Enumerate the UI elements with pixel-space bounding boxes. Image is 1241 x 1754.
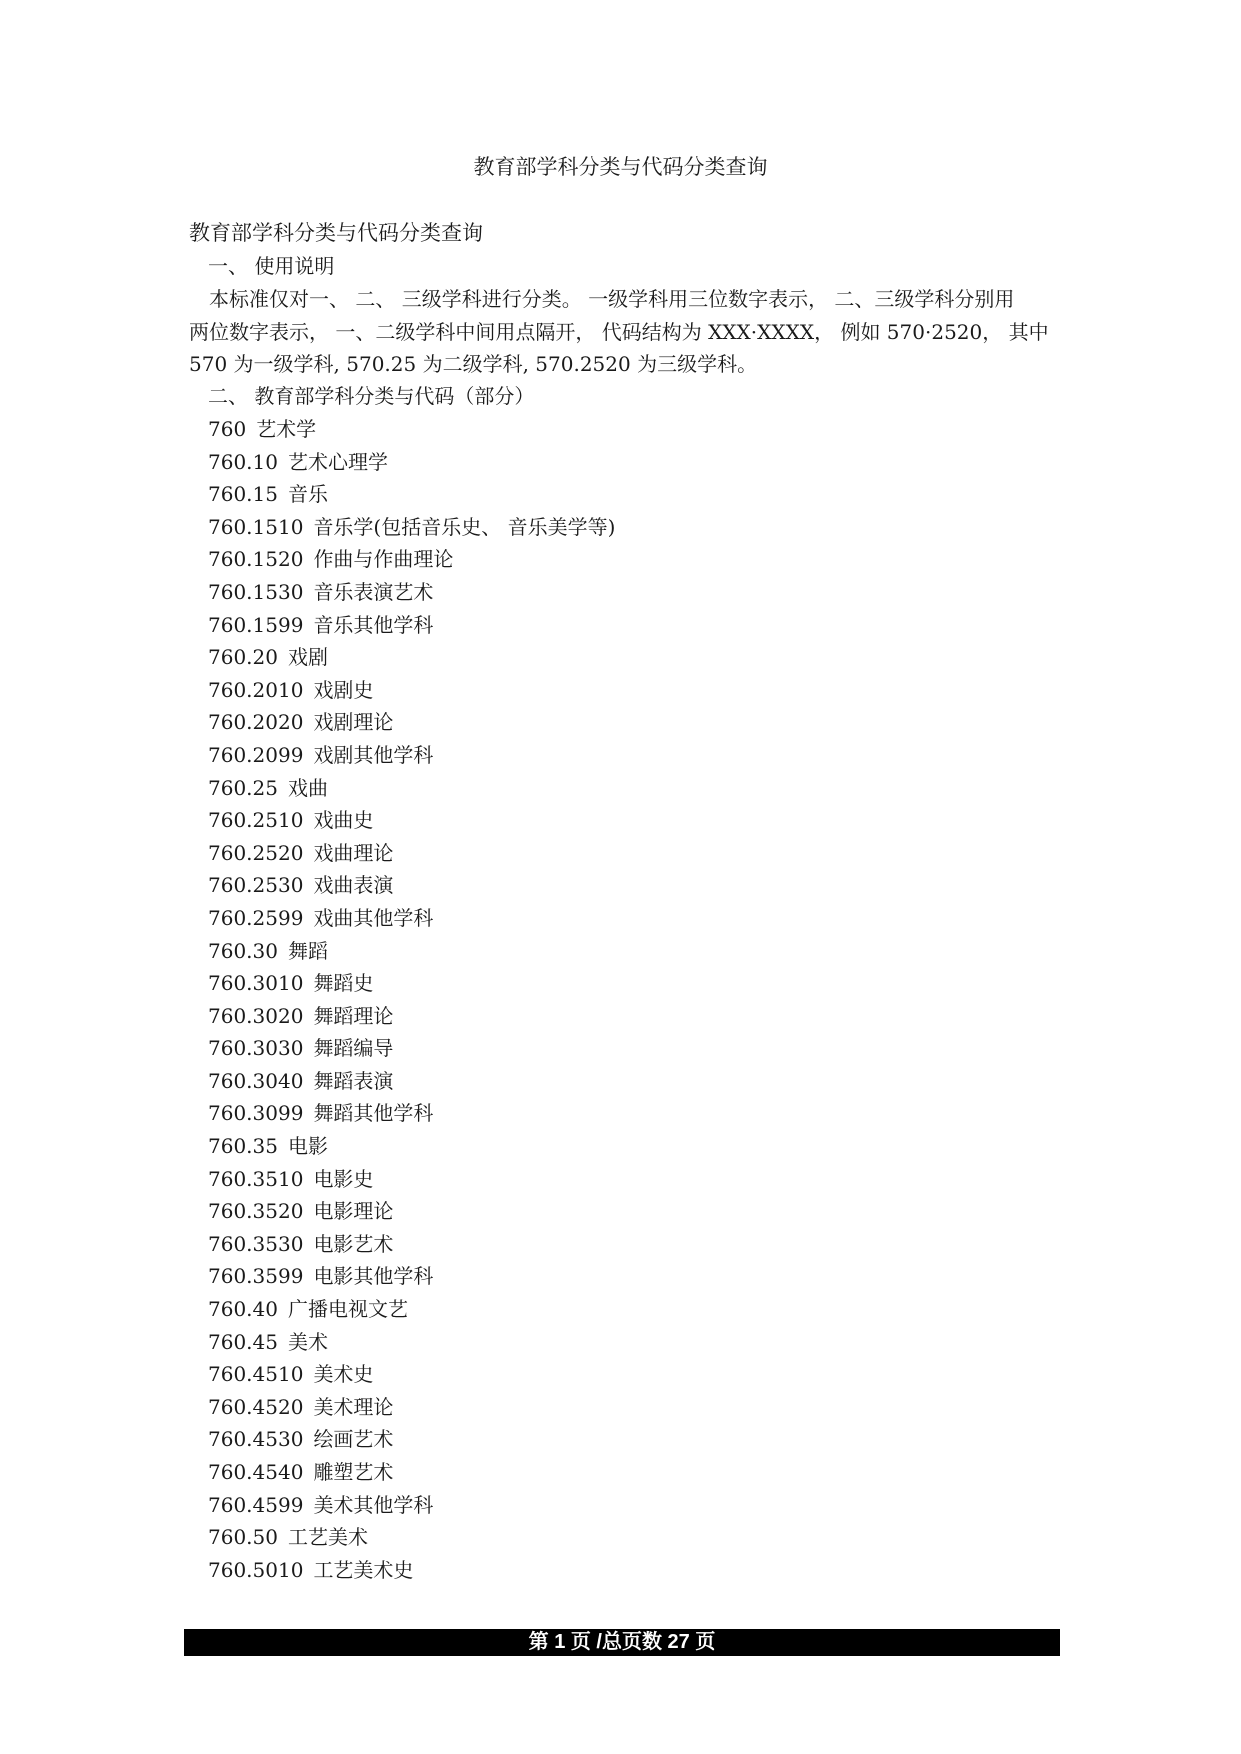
list-item — [208, 1065, 615, 1098]
subject-name: 舞蹈编导 — [313, 1036, 394, 1061]
list-item — [208, 1521, 615, 1554]
page-title: 教育部学科分类与代码分类查询 — [473, 155, 768, 179]
list-item — [208, 511, 615, 544]
list-item — [208, 641, 615, 674]
subject-code: 760.1530 — [208, 579, 304, 604]
subject-name: 电影 — [287, 1134, 328, 1159]
subject-name: 戏剧理论 — [313, 710, 394, 735]
subject-code: 760.3599 — [208, 1264, 304, 1289]
subject-code-list — [208, 413, 615, 1586]
list-item — [208, 869, 615, 902]
subject-code: 760.45 — [208, 1329, 278, 1354]
list-item — [208, 706, 615, 739]
subject-name: 戏曲 — [287, 775, 328, 800]
subject-name: 舞蹈史 — [313, 971, 374, 996]
subject-code: 760.10 — [208, 449, 278, 474]
subject-name: 音乐学(包括音乐史、 音乐美学等) — [313, 514, 616, 539]
subject-name: 美术 — [287, 1329, 328, 1354]
list-item — [208, 1554, 615, 1587]
subject-code: 760.2010 — [208, 677, 304, 702]
subject-name: 工艺美术 — [287, 1525, 368, 1550]
subject-code: 760.4540 — [208, 1460, 304, 1484]
page-footer: 第 1 页 /总页数 27 页 — [184, 1629, 1060, 1656]
list-item — [208, 1423, 615, 1456]
subject-code: 760.3030 — [208, 1036, 304, 1061]
subject-code: 760.25 — [208, 775, 278, 800]
subject-code: 760.40 — [208, 1297, 278, 1322]
subject-code: 760.2510 — [208, 808, 304, 833]
subject-name: 戏曲表演 — [313, 873, 394, 898]
subject-code: 760.1520 — [208, 547, 304, 572]
subject-code: 760.4520 — [208, 1394, 304, 1419]
document-heading: 教育部学科分类与代码分类查询 — [189, 221, 483, 245]
subject-code: 760.2520 — [208, 840, 304, 865]
subject-name: 电影其他学科 — [313, 1264, 434, 1289]
subject-code: 760.2099 — [208, 742, 304, 767]
list-item — [208, 1489, 615, 1522]
subject-name: 舞蹈 — [287, 938, 328, 963]
list-item — [208, 772, 615, 805]
subject-name: 美术其他学科 — [313, 1492, 434, 1517]
subject-code: 760.4530 — [208, 1427, 304, 1452]
subject-code: 760.3010 — [208, 971, 304, 996]
list-item — [208, 1293, 615, 1326]
section-heading-usage: 一、 使用说明 — [208, 254, 335, 278]
list-item — [208, 1195, 615, 1228]
list-item — [208, 609, 615, 642]
subject-name: 电影艺术 — [313, 1231, 394, 1256]
subject-code: 760.50 — [208, 1525, 278, 1550]
section-heading-codes: 二、 教育部学科分类与代码（部分） — [208, 384, 535, 408]
list-item — [208, 1260, 615, 1293]
subject-code: 760.2599 — [208, 905, 304, 930]
list-item — [208, 804, 615, 837]
subject-name: 戏曲其他学科 — [313, 905, 434, 930]
subject-name: 戏剧 — [287, 645, 328, 670]
list-item — [208, 1000, 615, 1033]
subject-name: 艺术心理学 — [287, 449, 388, 474]
list-item — [208, 1130, 615, 1163]
subject-code: 760.35 — [208, 1134, 278, 1159]
subject-code: 760.20 — [208, 645, 278, 670]
subject-name: 电影理论 — [313, 1199, 394, 1224]
subject-name: 戏剧其他学科 — [313, 742, 434, 767]
subject-name: 音乐其他学科 — [313, 612, 434, 637]
subject-code: 760.3510 — [208, 1166, 304, 1191]
subject-name: 雕塑艺术 — [313, 1460, 394, 1484]
subject-code: 760.15 — [208, 482, 278, 507]
list-item — [208, 1228, 615, 1261]
list-item — [208, 1391, 615, 1424]
subject-name: 工艺美术史 — [313, 1557, 414, 1582]
subject-name: 舞蹈理论 — [313, 1003, 394, 1028]
list-item — [208, 674, 615, 707]
subject-code: 760.3099 — [208, 1101, 304, 1126]
list-item — [208, 1163, 615, 1196]
subject-code: 760.2530 — [208, 873, 304, 898]
subject-name: 戏剧史 — [313, 677, 374, 702]
list-item — [208, 1358, 615, 1391]
subject-name: 戏曲史 — [313, 808, 374, 833]
list-item — [208, 902, 615, 935]
list-item — [208, 1456, 615, 1489]
list-item — [208, 935, 615, 968]
subject-name: 美术理论 — [313, 1394, 394, 1419]
list-item — [208, 478, 615, 511]
subject-name: 音乐表演艺术 — [313, 579, 434, 604]
list-item — [208, 967, 615, 1000]
subject-code: 760.1599 — [208, 612, 304, 637]
list-item — [208, 543, 615, 576]
list-item — [208, 413, 615, 446]
subject-code: 760.2020 — [208, 710, 304, 735]
paragraph-line: 570 为一级学科, 570.25 为二级学科, 570.2520 为三级学科。 — [189, 352, 758, 376]
subject-code: 760.5010 — [208, 1557, 304, 1582]
usage-paragraph — [189, 283, 1069, 381]
subject-code: 760 — [208, 417, 247, 441]
subject-name: 美术史 — [313, 1362, 374, 1387]
subject-name: 戏曲理论 — [313, 840, 394, 865]
subject-name: 艺术学 — [256, 417, 317, 441]
subject-code: 760.3040 — [208, 1068, 304, 1093]
list-item — [208, 576, 615, 609]
subject-name: 广播电视文艺 — [287, 1297, 408, 1322]
subject-code: 760.3020 — [208, 1003, 304, 1028]
subject-code: 760.1510 — [208, 514, 304, 539]
paragraph-line: 本标准仅对一、 二、 三级学科进行分类。 一级学科用三位数字表示， 二、三级学科分别用 — [209, 287, 1015, 311]
subject-name: 舞蹈表演 — [313, 1068, 394, 1093]
subject-name: 舞蹈其他学科 — [313, 1101, 434, 1126]
list-item — [208, 1326, 615, 1359]
subject-code: 760.3520 — [208, 1199, 304, 1224]
list-item — [208, 837, 615, 870]
list-item — [208, 1032, 615, 1065]
subject-name: 绘画艺术 — [313, 1427, 394, 1452]
subject-name: 电影史 — [313, 1166, 374, 1191]
subject-code: 760.30 — [208, 938, 278, 963]
list-item — [208, 739, 615, 772]
subject-code: 760.3530 — [208, 1231, 304, 1256]
subject-name: 音乐 — [287, 482, 328, 507]
list-item — [208, 446, 615, 479]
subject-name: 作曲与作曲理论 — [313, 547, 454, 572]
subject-code: 760.4510 — [208, 1362, 304, 1387]
paragraph-line: 两位数字表示， 一、二级学科中间用点隔开， 代码结构为 XXX·XXXX， 例如 570·2520， 其中 — [189, 319, 1049, 344]
list-item — [208, 1097, 615, 1130]
subject-code: 760.4599 — [208, 1492, 304, 1517]
